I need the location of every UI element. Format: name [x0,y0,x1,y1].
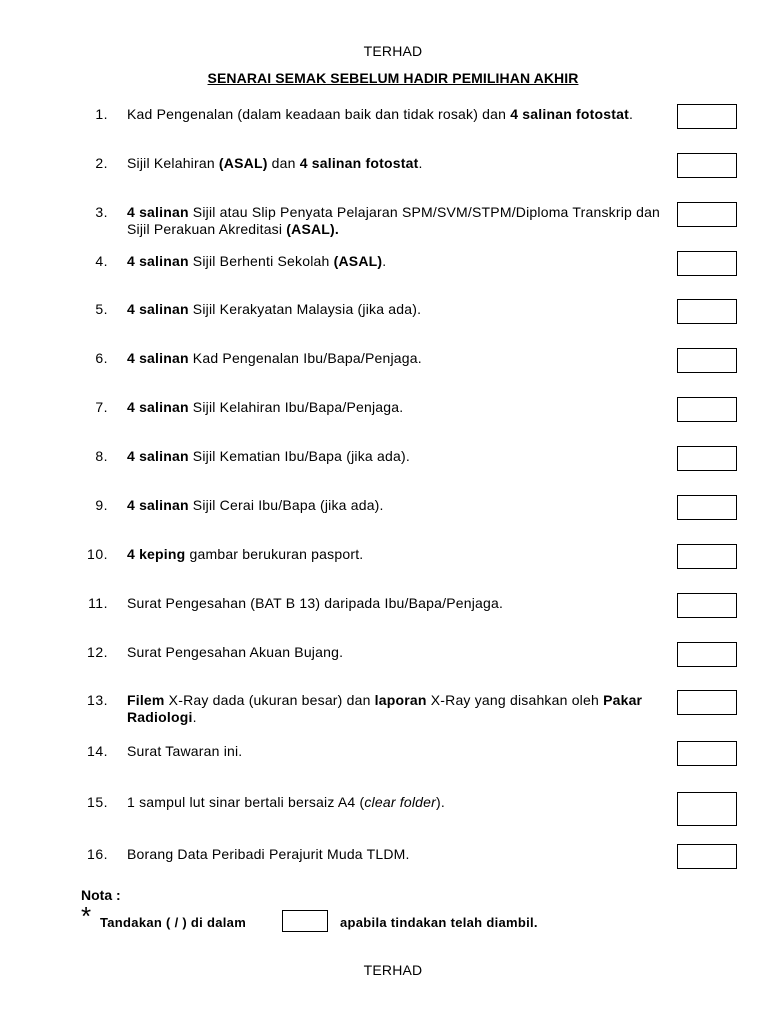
item-number: 10. [87,546,108,562]
example-checkbox [282,910,328,932]
item-text [127,846,673,863]
item-text-italic: clear folder [364,794,437,810]
page-title: SENARAI SEMAK SEBELUM HADIR PEMILIHAN AKHIR [207,70,579,86]
item-text-part: Sijil Berhenti Sekolah [188,253,334,269]
item-text-bold: 4 salinan fotostat [299,155,419,171]
note-text-before: Tandakan ( / ) di dalam [100,915,247,930]
item-text-part: dan [267,155,300,171]
item-number: 3. [95,204,108,220]
item-text-part: . [418,155,423,171]
item-text-part: Surat Tawaran ini. [127,743,243,759]
item-text-part: Kad Pengenalan Ibu/Bapa/Penjaga. [188,350,422,366]
item-number: 4. [95,253,108,269]
item-text [127,204,673,238]
item-number: 2. [95,155,108,171]
item-text [127,743,673,760]
note-text-after: apabila tindakan telah diambil. [340,915,538,930]
item-text-bold: laporan [374,692,427,708]
item-number: 14. [87,743,108,759]
item-checkbox[interactable] [677,544,737,569]
item-text-bold: 4 salinan [127,350,189,366]
asterisk-mark: * [81,901,92,931]
item-checkbox[interactable] [677,446,737,471]
item-text [127,106,673,123]
item-text-part: Sijil Cerai Ibu/Bapa (jika ada). [188,497,384,513]
item-text [127,155,673,172]
item-text-part: 1 sampul lut sinar bertali bersaiz A4 ( [127,794,365,810]
item-checkbox[interactable] [677,299,737,324]
item-text [127,644,673,661]
item-text-part: . [628,106,634,122]
item-number: 11. [88,595,108,611]
item-number: 13. [87,692,108,708]
item-text-bold: 4 salinan [127,253,189,269]
item-checkbox[interactable] [677,202,737,227]
item-checkbox[interactable] [677,153,737,178]
item-text-part: Sijil Kelahiran [127,155,219,171]
item-text-bold: 4 salinan [127,301,189,317]
item-number: 5. [95,301,108,317]
classification-header: TERHAD [363,43,423,59]
item-number: 8. [95,448,108,464]
item-text-part: Sijil Kelahiran Ibu/Bapa/Penjaga. [188,399,404,415]
item-number: 7. [95,399,108,415]
item-text-bold: 4 salinan [127,448,189,464]
item-checkbox[interactable] [677,348,737,373]
item-text-bold: (ASAL) [218,155,268,171]
item-text-part: Kad Pengenalan (dalam keadaan baik dan tidak rosak) dan [127,106,511,122]
item-text-part: Surat Pengesahan Akuan Bujang. [127,644,344,660]
item-checkbox[interactable] [677,642,737,667]
item-text [127,448,673,465]
item-text-part: Sijil atau Slip Penyata Pelajaran SPM/SVM/STPM/Diploma Transkrip dan Sijil Perakuan Akreditasi [127,204,661,237]
item-text-part: X-Ray dada (ukuran besar) dan [164,692,375,708]
item-text [127,595,673,612]
item-number: 12. [87,644,108,660]
item-text-part: Surat Pengesahan (BAT B 13) daripada Ibu/Bapa/Penjaga. [127,595,504,611]
item-number: 16. [87,846,108,862]
item-text-part: Borang Data Peribadi Perajurit Muda TLDM. [127,846,410,862]
item-text-bold: (ASAL) [333,253,383,269]
item-number: 6. [95,350,108,366]
item-number: 9. [95,497,108,513]
item-checkbox[interactable] [677,844,737,869]
item-text-bold: 4 salinan [127,399,189,415]
item-text [127,301,673,318]
item-text [127,497,673,514]
item-text-bold: 4 salinan [127,497,189,513]
item-text [127,399,673,416]
item-checkbox[interactable] [677,104,737,129]
item-checkbox[interactable] [677,495,737,520]
item-text [127,692,673,726]
item-text-part: X-Ray yang disahkan oleh [426,692,604,708]
item-text [127,350,673,367]
item-text-bold: 4 keping [127,546,186,562]
item-text [127,794,673,811]
item-text-part: gambar berukuran pasport. [185,546,364,562]
note-label: Nota : [81,887,121,903]
item-checkbox[interactable] [677,593,737,618]
item-checkbox[interactable] [677,690,737,715]
item-text-bold: 4 salinan fotostat [510,106,629,122]
classification-footer: TERHAD [363,962,423,978]
item-text-part: . [382,253,387,269]
item-text-bold: (ASAL). [286,221,340,237]
item-text-part: ). [436,794,445,810]
item-number: 15. [87,794,108,810]
item-text-bold: Filem [127,692,165,708]
item-text-part: . [192,709,197,725]
item-text [127,546,673,563]
item-checkbox[interactable] [677,397,737,422]
item-checkbox[interactable] [677,741,737,766]
item-checkbox[interactable] [677,251,737,276]
item-number: 1. [95,106,108,122]
note-instruction [81,901,681,935]
item-text-bold: 4 salinan [127,204,189,220]
item-text-bold: Pakar Radiologi [127,692,643,725]
item-text [127,253,673,270]
item-checkbox[interactable] [677,792,737,826]
item-text-part: Sijil Kematian Ibu/Bapa (jika ada). [188,448,410,464]
item-text-part: Sijil Kerakyatan Malaysia (jika ada). [188,301,422,317]
